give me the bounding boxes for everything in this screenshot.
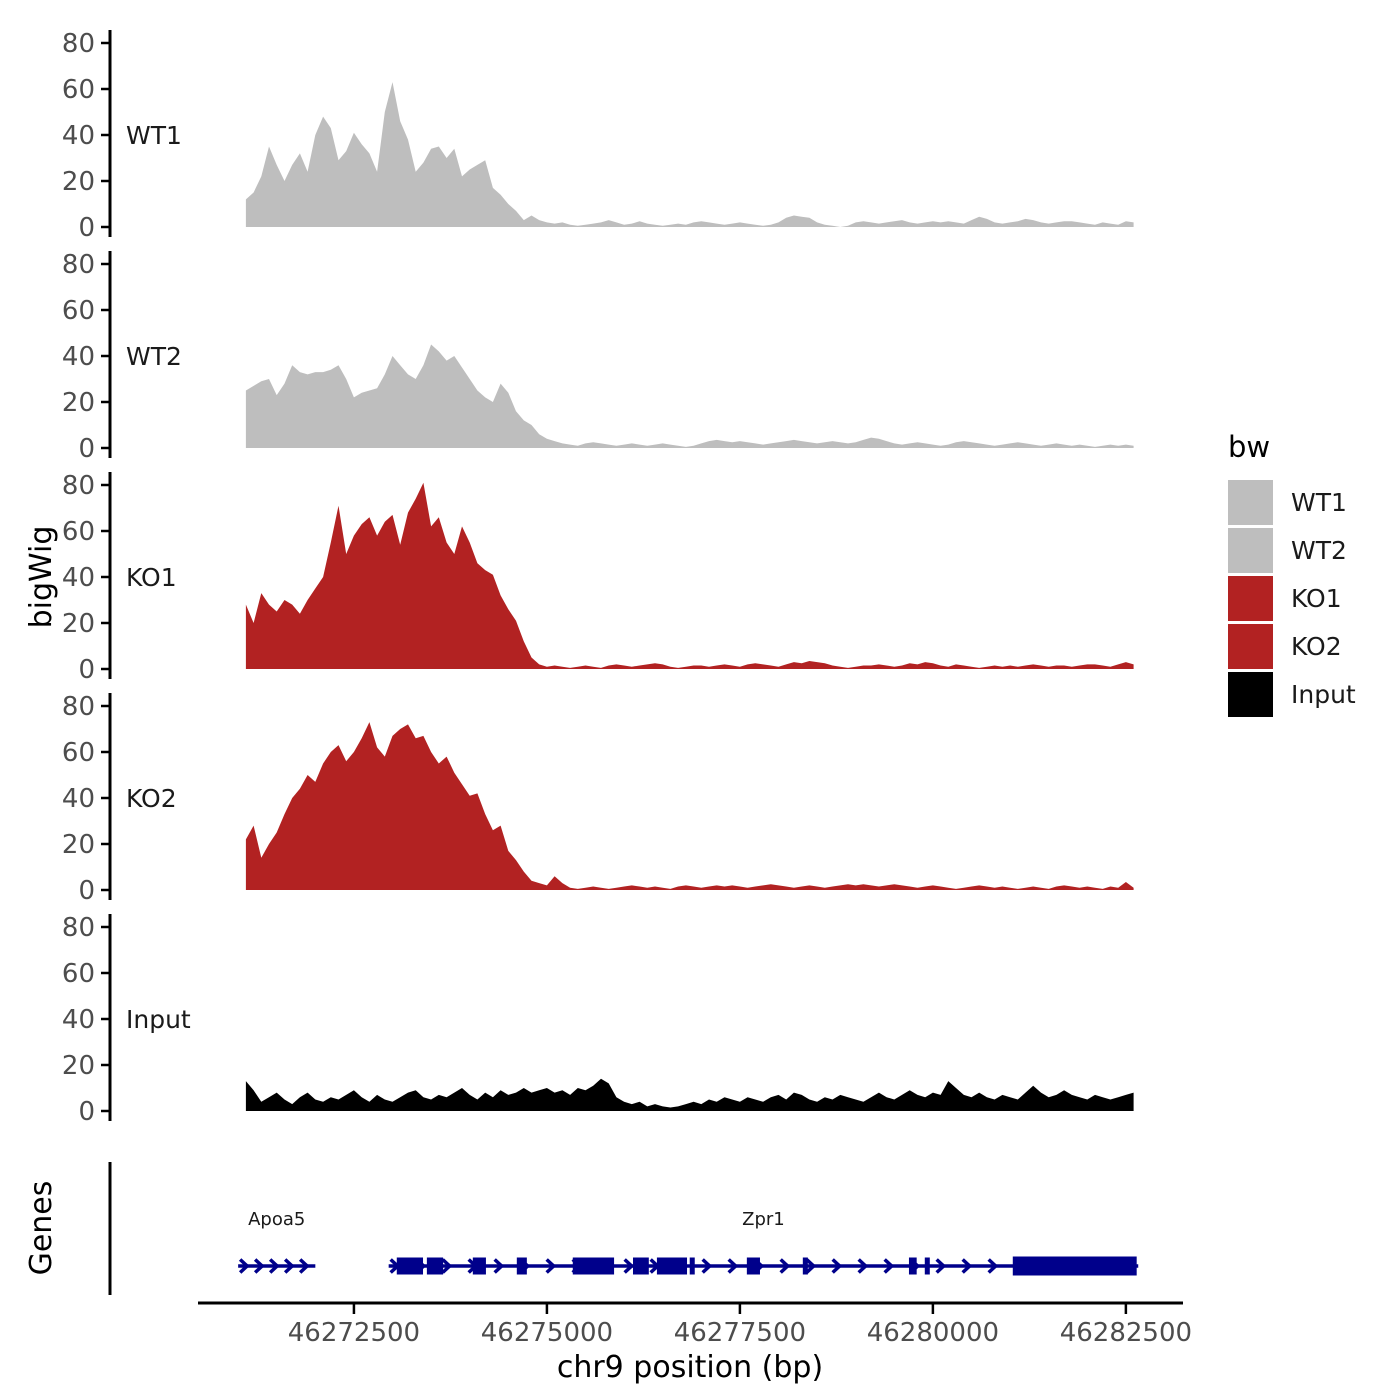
y-tick-label: 80 xyxy=(61,692,95,722)
track-label: KO2 xyxy=(126,784,177,813)
gene-label: Zpr1 xyxy=(742,1209,785,1230)
track-area xyxy=(246,345,1134,449)
legend xyxy=(1228,430,1356,720)
y-tick-label: 40 xyxy=(61,563,95,593)
track-facet-KO1 xyxy=(62,471,1134,685)
x-axis xyxy=(198,1303,1192,1348)
y-tick-label: 80 xyxy=(61,29,95,59)
gene-exon xyxy=(690,1258,695,1275)
legend-item-label: KO2 xyxy=(1291,632,1342,661)
y-tick-label: 0 xyxy=(78,655,95,685)
gene-exon xyxy=(803,1258,808,1275)
legend-item xyxy=(1228,624,1356,669)
legend-items xyxy=(1228,480,1356,717)
track-area xyxy=(246,722,1134,890)
x-tick-label: 46275000 xyxy=(480,1318,614,1348)
y-tick-label: 80 xyxy=(61,250,95,280)
y-tick-label: 0 xyxy=(78,1097,95,1127)
track-area xyxy=(246,1079,1134,1111)
gene-Zpr1 xyxy=(389,1209,1139,1276)
legend-title: bw xyxy=(1228,430,1271,464)
track-area xyxy=(246,483,1134,669)
x-tick-label: 46282500 xyxy=(1059,1318,1193,1348)
track-facet-Input xyxy=(62,913,1134,1127)
y-axis-title: bigWig xyxy=(24,525,59,629)
legend-item xyxy=(1228,480,1356,525)
track-facet-KO2 xyxy=(62,692,1134,906)
y-tick-label: 60 xyxy=(61,517,95,547)
y-tick-label: 20 xyxy=(61,388,95,418)
legend-item-label: WT1 xyxy=(1291,488,1347,517)
x-tick-label: 46280000 xyxy=(866,1318,1000,1348)
track-area xyxy=(246,82,1134,227)
gene-exon xyxy=(427,1258,443,1275)
track-label: Input xyxy=(126,1005,191,1034)
gene-exon xyxy=(925,1258,930,1275)
legend-item-label: KO1 xyxy=(1291,584,1342,613)
track-label: WT1 xyxy=(126,121,182,150)
x-tick-label: 46272500 xyxy=(287,1318,421,1348)
legend-item-label: Input xyxy=(1291,680,1356,709)
legend-swatch xyxy=(1228,528,1273,573)
legend-swatch xyxy=(1228,672,1273,717)
legend-swatch xyxy=(1228,624,1273,669)
gene-exon xyxy=(573,1258,614,1275)
gene-exon xyxy=(633,1258,649,1275)
y-tick-label: 20 xyxy=(61,609,95,639)
genes-facet xyxy=(110,1162,1138,1295)
x-axis-title: chr9 position (bp) xyxy=(556,1350,824,1385)
genes-axis-title: Genes xyxy=(24,1180,59,1276)
gene-Apoa5 xyxy=(238,1209,315,1273)
legend-swatch xyxy=(1228,480,1273,525)
gene-exon xyxy=(397,1258,423,1275)
legend-item-label: WT2 xyxy=(1291,536,1347,565)
legend-swatch xyxy=(1228,576,1273,621)
gene-exon xyxy=(747,1258,760,1275)
y-tick-label: 0 xyxy=(78,876,95,906)
y-tick-label: 20 xyxy=(61,830,95,860)
y-tick-label: 40 xyxy=(61,784,95,814)
gene-label: Apoa5 xyxy=(248,1209,306,1230)
y-tick-label: 80 xyxy=(61,471,95,501)
legend-item xyxy=(1228,528,1356,573)
gene-exon xyxy=(473,1258,486,1275)
y-tick-label: 60 xyxy=(61,75,95,105)
y-tick-label: 60 xyxy=(61,296,95,326)
gene-exon xyxy=(657,1258,687,1275)
gene-exon xyxy=(1013,1257,1137,1276)
y-tick-label: 60 xyxy=(61,959,95,989)
y-tick-label: 0 xyxy=(78,213,95,243)
track-label: KO1 xyxy=(126,563,177,592)
track-facet-WT1 xyxy=(62,29,1134,243)
x-tick-label: 46277500 xyxy=(673,1318,807,1348)
y-tick-label: 40 xyxy=(61,342,95,372)
y-tick-label: 20 xyxy=(61,167,95,197)
y-tick-label: 60 xyxy=(61,738,95,768)
y-tick-label: 20 xyxy=(61,1051,95,1081)
track-facet-WT2 xyxy=(62,250,1134,464)
track-label: WT2 xyxy=(126,342,182,371)
gene-exon xyxy=(909,1258,917,1275)
legend-item xyxy=(1228,576,1356,621)
y-tick-label: 40 xyxy=(61,1005,95,1035)
legend-item xyxy=(1228,672,1356,717)
gene-exon xyxy=(517,1258,527,1275)
y-tick-label: 80 xyxy=(61,913,95,943)
y-tick-label: 40 xyxy=(61,121,95,151)
y-tick-label: 0 xyxy=(78,434,95,464)
